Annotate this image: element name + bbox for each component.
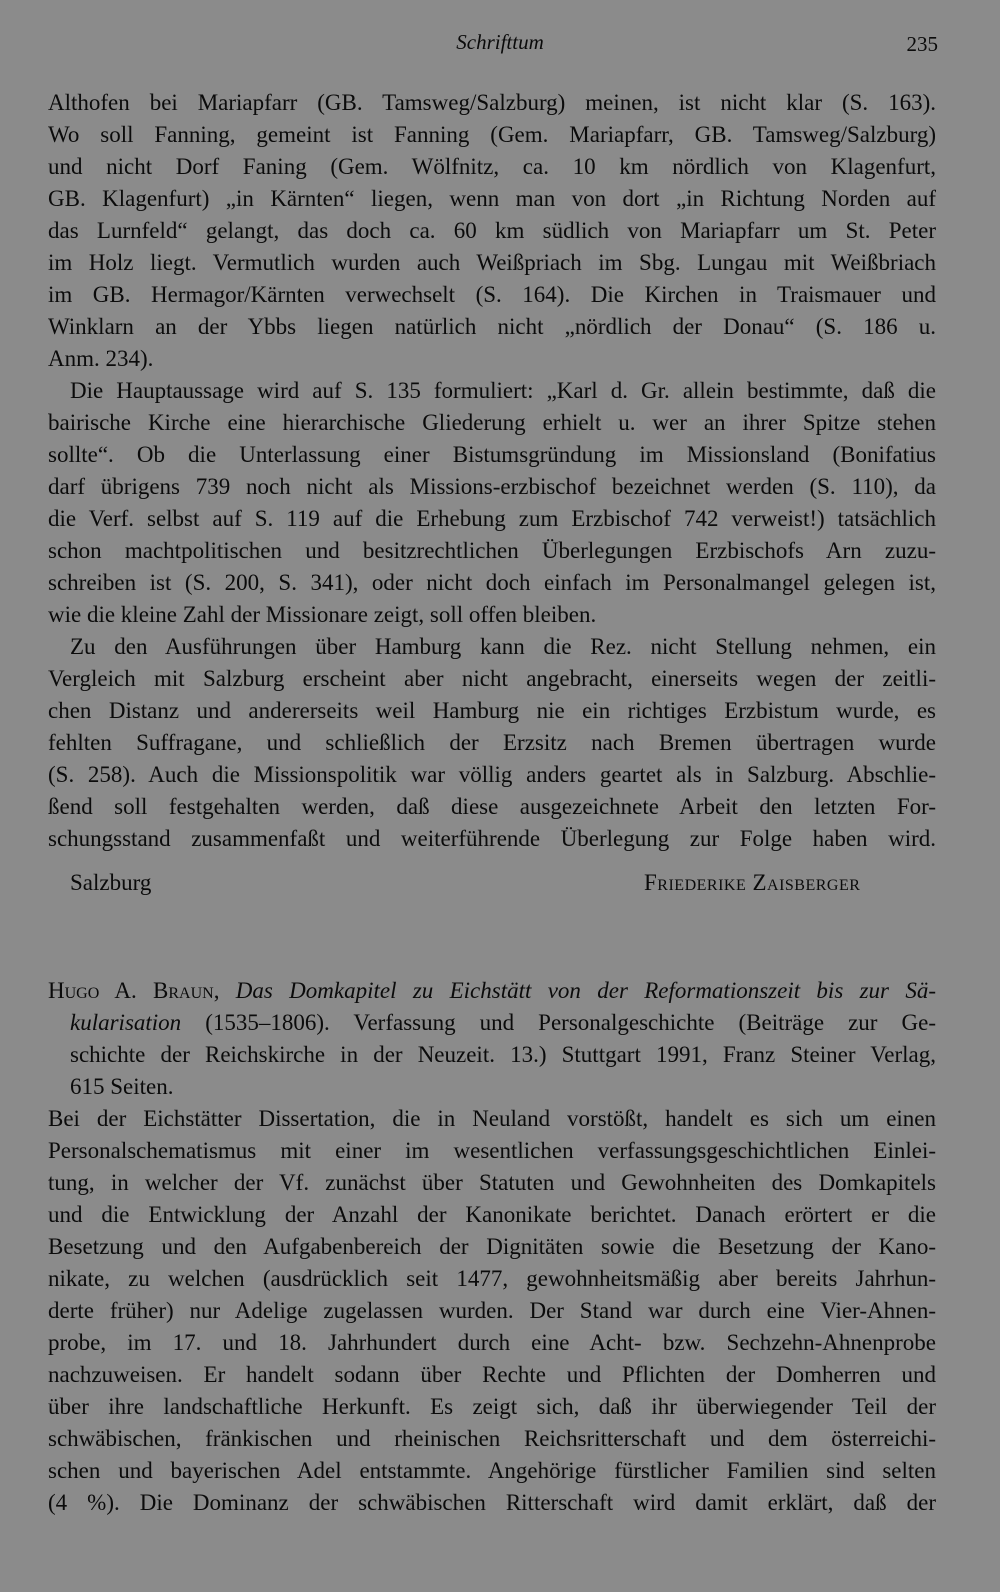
review-2-body [48,1103,936,1519]
text-line: ßend soll festgehalten werden, daß diese ausgezeichnete Arbeit den letzten For- [48,794,936,819]
citation-line: Hugo A. Braun, Das Domkapitel zu Eichstätt von der Reformationszeit bis zur Sä- [48,978,936,1003]
text-line: derte früher) nur Adelige zugelassen wurden. Der Stand war durch eine Vier-Ahnen- [48,1298,936,1323]
text-line: (S. 258). Auch die Missionspolitik war völlig anders geartet als in Salzburg. Abschlie- [48,762,936,787]
citation-title: Das Domkapitel zu Eichstätt von der Reformationszeit bis zur Sä- [235,978,936,1003]
text-line: Vergleich mit Salzburg erscheint aber nicht angebracht, einerseits wegen der zeitli- [48,666,936,691]
text-line: im Holz liegt. Vermutlich wurden auch Weißpriach im Sbg. Lungau mit Weißbriach [48,250,936,275]
text-line: Wo soll Fanning, gemeint ist Fanning (Gem. Mariapfarr, GB. Tamsweg/Salzburg) [48,122,936,147]
citation-title-cont: kularisation [70,1010,182,1035]
text-line: Besetzung und den Aufgabenbereich der Dignitäten sowie die Besetzung der Kano- [48,1234,936,1259]
text-line: die Verf. selbst auf S. 119 auf die Erhebung zum Erzbischof 742 verweist!) tatsächlich [48,506,936,531]
text-line: das Lurnfeld“ gelangt, das doch ca. 60 km südlich von Mariapfarr um St. Peter [48,218,936,243]
citation-details: (1535–1806). Verfassung und Personalgeschichte (Beiträge zur Ge- [181,1010,936,1035]
text-line: und nicht Dorf Faning (Gem. Wölfnitz, ca. 10 km nördlich von Klagenfurt, [48,154,936,179]
text-line: GB. Klagenfurt) „in Kärnten“ liegen, wenn man von dort „in Richtung Norden auf [48,186,936,211]
text-line: schen und bayerischen Adel entstammte. Angehörige fürstlicher Familien sind selten [48,1458,936,1483]
review-signature-place: Salzburg [70,870,152,895]
citation-author: Hugo A. Braun [48,978,214,1003]
review-1-paragraph-2 [48,375,936,631]
text-line: Personalschematismus mit einer im wesentlichen verfassungsgeschichtlichen Einlei- [48,1138,936,1163]
text-line: bairische Kirche eine hierarchische Gliederung erhielt u. wer an ihrer Spitze stehen [48,410,936,435]
text-line: über ihre landschaftliche Herkunft. Es zeigt sich, daß ihr überwiegender Teil der [48,1394,936,1419]
text-line: und die Entwicklung der Anzahl der Kanonikate berichtet. Danach erörtert er die [48,1202,936,1227]
text-line: wie die kleine Zahl der Missionare zeigt, soll offen bleiben. [48,602,597,627]
text-line: im GB. Hermagor/Kärnten verwechselt (S. 164). Die Kirchen in Traismauer und [48,282,936,307]
text-line: Anm. 234). [48,346,154,371]
text-line: schon machtpolitischen und besitzrechtlichen Überlegungen Erzbischofs Arn zuzu- [48,538,936,563]
text-line: probe, im 17. und 18. Jahrhundert durch eine Acht- bzw. Sechzehn-Ahnenprobe [48,1330,936,1355]
text-line: Winklarn an der Ybbs liegen natürlich nicht „nördlich der Donau“ (S. 186 u. [48,314,936,339]
citation-line [48,1007,936,1039]
running-title: Schrifttum [456,30,544,54]
text-line: nikate, zu welchen (ausdrücklich seit 1477, gewohnheitsmäßig aber bereits Jahrhun- [48,1266,936,1291]
citation-line: schichte der Reichskirche in der Neuzeit. 13.) Stuttgart 1991, Franz Steiner Verlag, [70,1042,936,1067]
text-line: schwäbischen, fränkischen und rheinischen Reichsritterschaft und dem österreichi- [48,1426,936,1451]
review-1-paragraph-3 [48,631,936,855]
text-line: nachzuweisen. Er handelt sodann über Rechte und Pflichten der Domherren und [48,1362,936,1387]
text-line: darf übrigens 739 noch nicht als Missions-erzbischof bezeichnet werden (S. 110), da [48,474,936,499]
page-number: 235 [906,32,938,56]
review-2-citation [48,975,936,1103]
text-line: Althofen bei Mariapfarr (GB. Tamsweg/Salzburg) meinen, ist nicht klar (S. 163). [48,90,936,115]
text-line: schungsstand zusammenfaßt und weiterführende Überlegung zur Folge haben wird. [48,826,936,851]
review-1-paragraph-1 [48,87,936,375]
text-line: sollte“. Ob die Unterlassung einer Bistumsgründung im Missionsland (Bonifatius [48,442,936,467]
text-line: Bei der Eichstätter Dissertation, die in Neuland vorstößt, handelt es sich um einen [48,1106,936,1131]
text-line: schreiben ist (S. 200, S. 341), oder nicht doch einfach im Personalmangel gelegen ist, [48,570,936,595]
text-line: tung, in welcher der Vf. zunächst über Statuten und Gewohnheiten des Domkapitels [48,1170,936,1195]
citation-line: 615 Seiten. [70,1074,174,1099]
text-line: Die Hauptaussage wird auf S. 135 formuliert: „Karl d. Gr. allein bestimmte, daß die [70,378,936,403]
text-line: fehlten Suffragane, und schließlich der Erzsitz nach Bremen übertragen wurde [48,730,936,755]
text-line: chen Distanz und andererseits weil Hamburg nie ein richtiges Erzbistum wurde, es [48,698,936,723]
text-line: (4 %). Die Dominanz der schwäbischen Ritterschaft wird damit erklärt, daß der [48,1490,936,1515]
review-signature-author: Friederike Zaisberger [644,870,861,895]
text-line: Zu den Ausführungen über Hamburg kann die Rez. nicht Stellung nehmen, ein [70,634,936,659]
